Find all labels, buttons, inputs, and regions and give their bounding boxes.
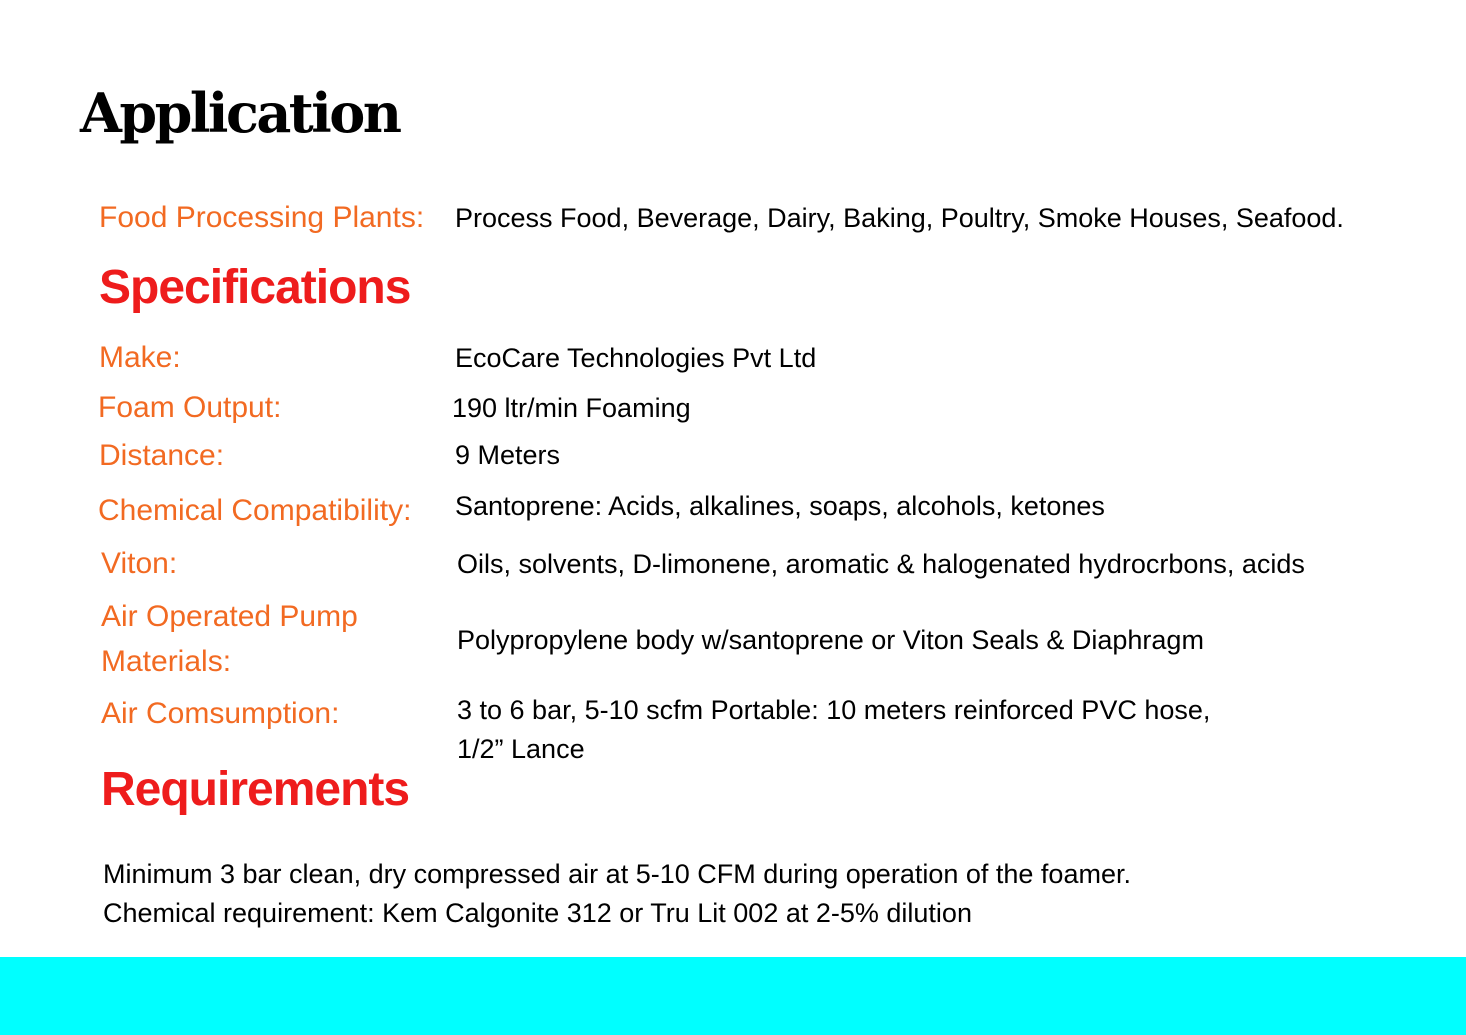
spec-chemical-value: Santoprene: Acids, alkalines, soaps, alcohols, ketones bbox=[455, 491, 1105, 521]
spec-chemical-label: Chemical Compatibility: bbox=[98, 494, 412, 527]
requirements-heading: Requirements bbox=[101, 763, 410, 816]
spec-air-consumption-value-line1: 3 to 6 bar, 5-10 scfm Portable: 10 meters reinforced PVC hose, bbox=[457, 695, 1211, 725]
page-title: Application bbox=[80, 81, 400, 145]
spec-air-consumption-value-line2: 1/2” Lance bbox=[457, 734, 585, 764]
spec-pump-materials-label-line2: Materials: bbox=[101, 645, 232, 678]
food-processing-label: Food Processing Plants: bbox=[99, 201, 425, 234]
spec-foam-output-value: 190 ltr/min Foaming bbox=[452, 393, 691, 423]
spec-viton-value: Oils, solvents, D-limonene, aromatic & halogenated hydrocrbons, acids bbox=[457, 549, 1305, 579]
spec-distance-label: Distance: bbox=[99, 439, 225, 472]
spec-viton-label: Viton: bbox=[101, 547, 178, 580]
spec-air-consumption-label: Air Comsumption: bbox=[101, 697, 340, 730]
spec-foam-output-label: Foam Output: bbox=[98, 391, 282, 424]
spec-make-value: EcoCare Technologies Pvt Ltd bbox=[455, 343, 817, 373]
spec-pump-materials-label-line1: Air Operated Pump bbox=[101, 600, 358, 633]
footer-band bbox=[0, 957, 1466, 1035]
spec-distance-value: 9 Meters bbox=[455, 440, 561, 470]
requirements-line-2: Chemical requirement: Kem Calgonite 312 or Tru Lit 002 at 2-5% dilution bbox=[103, 898, 972, 928]
food-processing-value: Process Food, Beverage, Dairy, Baking, Poultry, Smoke Houses, Seafood. bbox=[455, 203, 1344, 233]
specifications-heading: Specifications bbox=[99, 261, 411, 314]
spec-pump-materials-value: Polypropylene body w/santoprene or Viton Seals & Diaphragm bbox=[457, 625, 1204, 655]
spec-make-label: Make: bbox=[99, 341, 181, 374]
requirements-line-1: Minimum 3 bar clean, dry compressed air at 5-10 CFM during operation of the foamer. bbox=[103, 859, 1131, 889]
